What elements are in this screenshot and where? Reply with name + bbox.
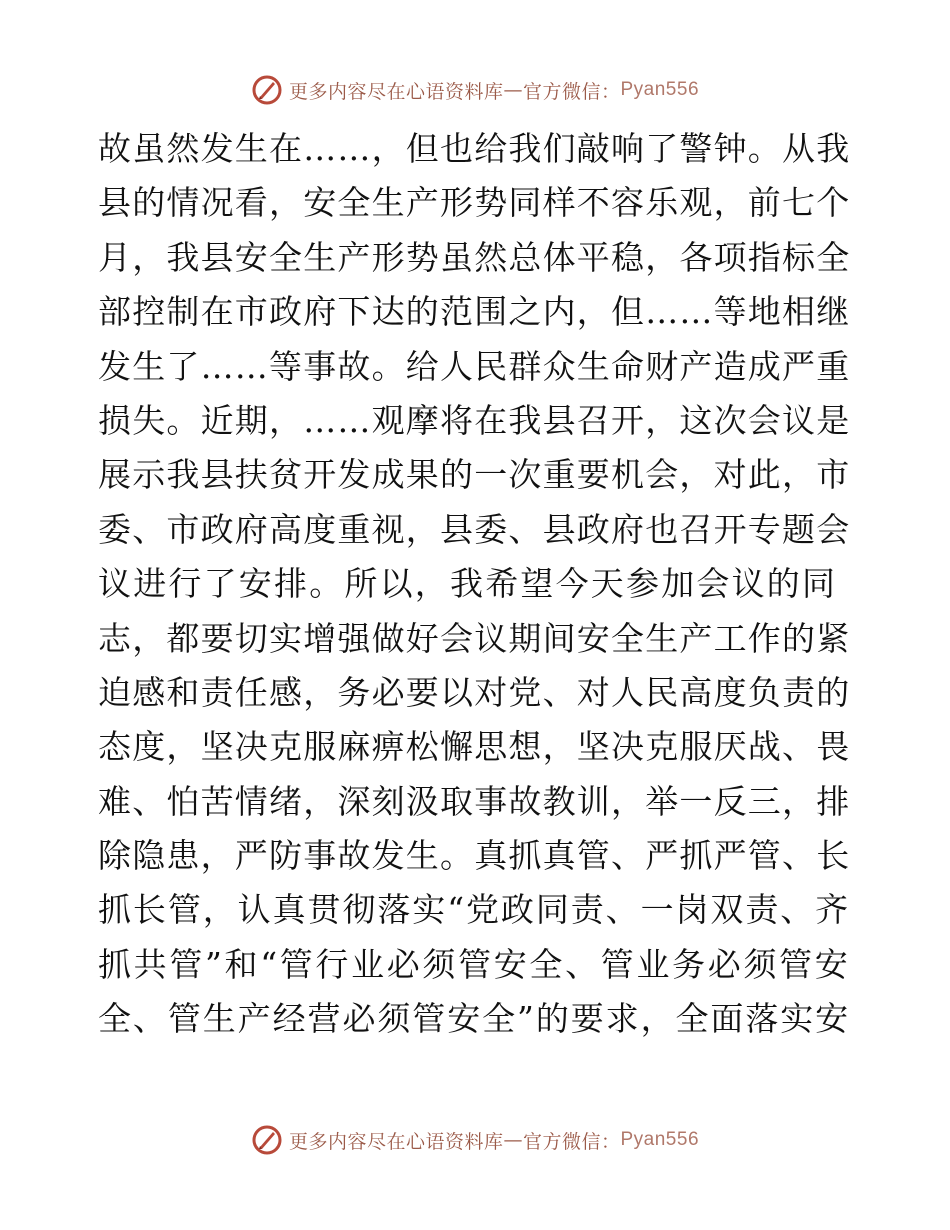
body-line: 志，都要切实增强做好会议期间安全生产工作的紧 xyxy=(98,618,851,658)
body-line: 态度，坚决克服麻痹松懈思想，坚决克服厌战、畏 xyxy=(98,727,851,767)
watermark-separator: — xyxy=(503,79,523,101)
watermark-text: 更多内容尽在心语资料库 xyxy=(288,1130,504,1153)
document-body xyxy=(98,122,850,1047)
body-line: 委、市政府高度重视，县委、县政府也召开专题会 xyxy=(98,509,851,549)
body-line: 展示我县扶贫开发成果的一次重要机会，对此，市 xyxy=(98,455,851,495)
header-watermark xyxy=(0,70,950,110)
body-line: 迫感和责任感，务必要以对党、对人民高度负责的 xyxy=(98,672,851,712)
body-line: 抓长管，认真贯彻落实“党政同责、一岗双责、齐 xyxy=(98,890,850,930)
body-line: 县的情况看，安全生产形势同样不容乐观，前七个 xyxy=(98,183,851,223)
body-line: 全、管生产经营必须管安全”的要求，全面落实安 xyxy=(98,999,850,1039)
body-line: 损失。近期，……观摩将在我县召开，这次会议是 xyxy=(98,400,851,440)
body-line: 发生了……等事故。给人民群众生命财产造成严重 xyxy=(98,346,851,386)
body-line: 难、怕苦情绪，深刻汲取事故教训，举一反三，排 xyxy=(98,781,851,821)
watermark-wechat-label: 官方微信： xyxy=(522,1130,621,1153)
body-line: 部控制在市政府下达的范围之内，但……等地相继 xyxy=(98,292,851,332)
body-line: 抓共管”和“管行业必须管安全、管业务必须管安 xyxy=(98,944,850,984)
watermark-separator: — xyxy=(503,1129,523,1151)
quill-circle-logo-icon xyxy=(251,74,283,106)
quill-circle-logo-icon xyxy=(251,1124,283,1156)
watermark-wechat-id: Pyan556 xyxy=(620,1129,700,1150)
body-line: 月，我县安全生产形势虽然总体平稳，各项指标全 xyxy=(98,237,851,277)
watermark-wechat-id: Pyan556 xyxy=(620,79,700,100)
body-line: 故虽然发生在……，但也给我们敲响了警钟。从我 xyxy=(98,129,851,168)
footer-watermark xyxy=(0,1120,950,1160)
body-line: 议进行了安排。所以，我希望今天参加会议的同 xyxy=(98,564,838,604)
body-line: 除隐患，严防事故发生。真抓真管、严抓严管、长 xyxy=(98,836,851,876)
watermark-wechat-label: 官方微信： xyxy=(522,80,621,103)
watermark-text: 更多内容尽在心语资料库 xyxy=(288,80,504,103)
